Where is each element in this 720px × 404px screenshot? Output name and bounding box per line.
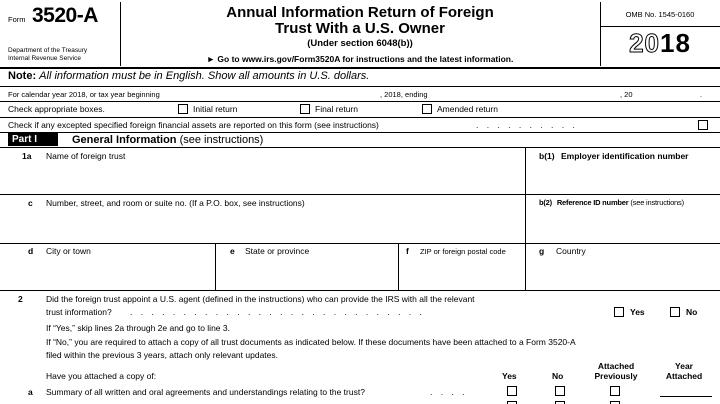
col-attached-header-1: Attached — [597, 361, 635, 371]
employer-id-field[interactable] — [530, 161, 716, 191]
us-agent-yes-label: Yes — [630, 307, 645, 317]
line-b2-note: (see instructions) — [630, 198, 684, 207]
line-b1-number: b(1) — [539, 151, 555, 161]
foreign-trust-name-field[interactable] — [40, 161, 522, 191]
final-return-label: Final return — [315, 104, 358, 114]
line-2-text-1: Did the foreign trust appoint a U.S. agent (defined in the instructions) who can provide the IRS with all the relevant — [46, 294, 475, 304]
final-return-checkbox[interactable] — [300, 104, 310, 114]
line-2a-number: a — [28, 387, 33, 397]
form-subtitle: (Under section 6048(b)) — [307, 38, 413, 49]
line-2a-year-field[interactable] — [660, 396, 712, 397]
line-e-label: State or province — [245, 246, 310, 256]
department-name: Department of the Treasury — [8, 47, 88, 54]
part-one-title-row — [72, 134, 263, 146]
note-line — [8, 70, 369, 82]
note-text: All information must be in English. Show all amounts in U.S. dollars. — [39, 70, 370, 82]
tax-year-prefix: 20 — [629, 28, 660, 58]
line-c-number: c — [28, 198, 33, 208]
line-2-text-2: trust information? — [46, 307, 112, 317]
col-yes-header: Yes — [502, 371, 517, 381]
excepted-assets-label: Check if any excepted specified foreign financial assets are reported on this form (see instructions) — [8, 120, 379, 130]
part-one-title: General Information — [72, 134, 177, 146]
reference-id-field[interactable] — [530, 208, 716, 240]
calendar-year-label: For calendar year 2018, or tax year beginning — [8, 90, 160, 99]
line-d-number: d — [28, 246, 34, 256]
line-2a-attached-previously-checkbox[interactable] — [610, 386, 620, 396]
line-g-number: g — [539, 246, 545, 256]
tax-year-suffix: 18 — [660, 28, 691, 58]
line-1a-label: Name of foreign trust — [46, 151, 126, 161]
line-b1-text: Employer identification number — [560, 151, 689, 161]
form-prefix: Form — [8, 15, 26, 24]
amended-return-label: Amended return — [437, 104, 498, 114]
line-2-number: 2 — [18, 294, 23, 304]
us-agent-no-label: No — [686, 307, 698, 317]
us-agent-no-checkbox[interactable] — [670, 307, 680, 317]
line-1a-number: 1a — [22, 151, 32, 161]
excepted-assets-checkbox[interactable] — [698, 120, 708, 130]
us-agent-yes-checkbox[interactable] — [614, 307, 624, 317]
line-f-label: ZIP or foreign postal code — [420, 247, 506, 256]
form-number: 3520-A — [32, 4, 98, 27]
service-name: Internal Revenue Service — [8, 55, 81, 62]
line-b2-number: b(2) — [539, 198, 552, 207]
line-2-note-updates: filed within the previous 3 years, attach only relevant updates. — [46, 350, 278, 360]
part-one-title-note: (see instructions) — [179, 134, 264, 146]
excepted-assets-dots: . . . . . . . . . . — [476, 120, 578, 130]
line-f-number: f — [406, 246, 409, 256]
line-b2-label — [539, 198, 684, 207]
city-field[interactable] — [40, 256, 212, 288]
country-field[interactable] — [530, 256, 716, 288]
line-g-label: Country — [556, 246, 586, 256]
check-boxes-label: Check appropriate boxes. — [8, 104, 105, 114]
form-title-line2: Trust With a U.S. Owner — [275, 20, 445, 37]
zip-field[interactable] — [402, 256, 522, 288]
tax-year-begin-field[interactable] — [200, 89, 378, 99]
calendar-year-end: , 20 — [620, 90, 633, 99]
line-c-label: Number, street, and room or suite no. (If a P.O. box, see instructions) — [46, 198, 305, 208]
col-year-header-1: Year — [675, 361, 693, 371]
col-no-header: No — [552, 371, 564, 381]
state-field[interactable] — [220, 256, 395, 288]
street-address-field[interactable] — [40, 208, 522, 240]
tax-year-end-field[interactable] — [440, 89, 618, 99]
line-e-number: e — [230, 246, 235, 256]
line-2a-no-checkbox[interactable] — [555, 386, 565, 396]
omb-number: OMB No. 1545-0160 — [625, 10, 695, 19]
line-d-label: City or town — [46, 246, 91, 256]
line-2-note-yes: If “Yes,” skip lines 2a through 2e and go to line 3. — [46, 323, 230, 333]
line-b2-text: Reference ID number — [556, 198, 629, 207]
line-2-dots: . . . . . . . . . . . . . . . . . . . . . . . . . . . . — [130, 307, 425, 317]
line-2-note-no: If “No,” you are required to attach a copy of all trust documents as indicated below. If these documents have been attached to a Form 3520-A — [46, 337, 576, 347]
attached-question: Have you attached a copy of: — [46, 371, 157, 381]
form-title-line1: Annual Information Return of Foreign — [226, 4, 494, 21]
initial-return-label: Initial return — [193, 104, 238, 114]
col-attached-header-2: Previously — [594, 371, 638, 381]
part-one-badge: Part I — [8, 133, 58, 146]
line-b1-label — [539, 151, 689, 161]
tax-year — [600, 28, 720, 59]
note-label: Note: — [8, 70, 37, 82]
line-2a-yes-checkbox[interactable] — [507, 386, 517, 396]
amended-return-checkbox[interactable] — [422, 104, 432, 114]
goto-instructions: ► Go to www.irs.gov/Form3520A for instructions and the latest information. — [206, 54, 514, 64]
calendar-year-end-period: . — [700, 90, 703, 99]
calendar-year-mid: , 2018, ending — [380, 90, 428, 99]
col-year-header-2: Attached — [665, 371, 703, 381]
initial-return-checkbox[interactable] — [178, 104, 188, 114]
line-2a-text: Summary of all written and oral agreements and understandings relating to the trust? — [46, 387, 365, 397]
line-2a-dots: . . . . — [430, 387, 468, 397]
